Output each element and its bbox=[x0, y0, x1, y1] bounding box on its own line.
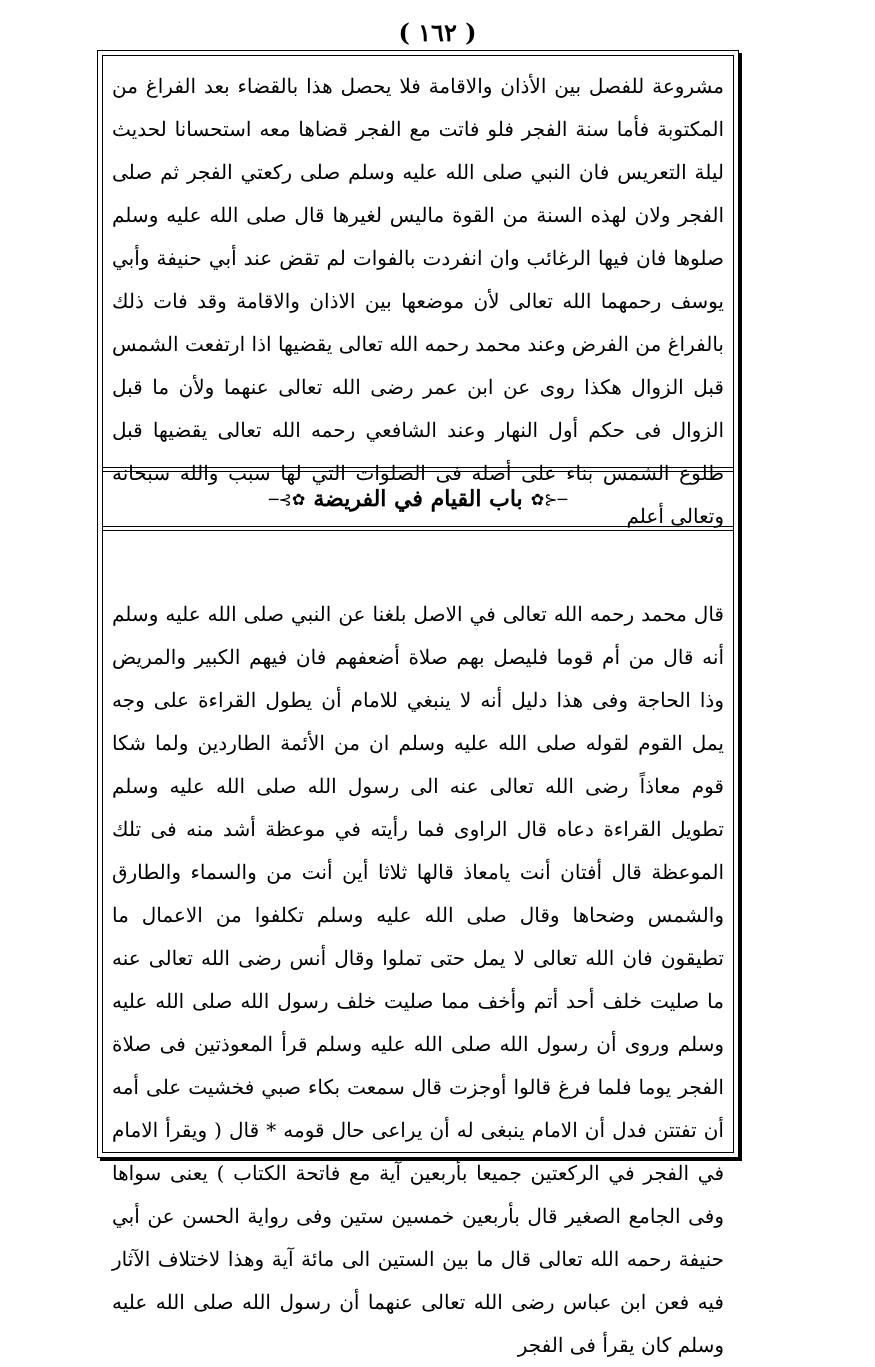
chapter-heading bbox=[103, 476, 733, 522]
divider-rule-top bbox=[103, 467, 733, 472]
page-number: ( ١٦٢ ) bbox=[398, 18, 477, 47]
divider-rule-bottom bbox=[103, 526, 733, 531]
ornament-left-icon: ✿⊱─ bbox=[268, 489, 306, 509]
paragraph-bottom: قال محمد رحمه الله تعالى في الاصل بلغنا عن النبي صلى الله عليه وسلم أنه قال من أم قوما فليصل بهم صلاة أضعفهم فان فيهم الكبير والمريض وذا الحاجة وفى هذا دليل أنه لا ينبغي للامام أن يطول القراءة على وجه يمل القوم لقوله صلى الله عليه وسلم ان من الأئمة الطاردين ولما شكا قوم معاذاً رضى الله تعالى عنه الى رسول الله صلى الله عليه وسلم تطويل القراءة دعاه قال الراوى فما رأيته في موعظة أشد منه فى تلك الموعظة قال أفتان أنت يامعاذ قالها ثلاثا أين أنت من والسماء والطارق والشمس وضحاها وقال صلى الله عليه وسلم تكلفوا من الاعمال ما تطيقون فان الله تعالى لا يمل حتى تملوا وقال أنس رضى الله تعالى عنه ما صليت خلف أحد أتم وأخف مما صليت خلف رسول الله صلى الله عليه وسلم وروى أن رسول الله صلى الله عليه وسلم قرأ المعوذتين فى صلاة الفجر يوما فلما فرغ قالوا أوجزت قال سمعت بكاء صبي فخشيت على أمه أن تفتتن فدل أن الامام ينبغى له أن يراعى حال قومه * قال ( ويقرأ الامام في الفجر في الركعتين جميعا بأربعين آية مع فاتحة الكتاب ) يعنى سواها وفى الجامع الصغير قال بأربعين خمسين ستين وفى رواية الحسن عن أبي حنيفة رحمه الله تعالى قال ما بين الستين الى مائة آية وهذا لاختلاف الآثار فيه فعن ابن عباس رضى الله تعالى عنهما أن رسول الله صلى الله عليه وسلم كان يقرأ فى الفجر bbox=[112, 602, 724, 1357]
page-frame bbox=[97, 50, 739, 1357]
paragraph-top: مشروعة للفصل بين الأذان والاقامة فلا يحصل هذا بالقضاء بعد الفراغ من المكتوبة فأما سنة الفجر فلو فاتت مع الفجر قضاها معه استحسانا لحديث ليلة التعريس فان النبي صلى الله عليه وسلم صلى ركعتي الفجر ثم صلى الفجر ولان لهذه السنة من القوة ماليس لغيرها قال صلى الله عليه وسلم صلوها فان فيها الرغائب وان انفردت بالفوات لم تقض عند أبي حنيفة وأبي يوسف رحمهما الله تعالى لأن موضعها بين الاذان والاقامة وقد فات ذلك بالفراغ من الفرض وعند محمد رحمه الله تعالى يقضيها اذا ارتفعت الشمس قبل الزوال هكذا روى عن ابن عمر رضى الله تعالى عنهما ولأن ما قبل الزوال فى حكم أول النهار وعند الشافعي رحمه الله تعالى يقضيها قبل طلوع الشمس بناء على أصله فى الصلوات التي لها سبب والله سبحانه وتعالى أعلم bbox=[112, 74, 725, 528]
text-block-bottom bbox=[112, 593, 724, 1367]
ornament-right-icon: ─⊰✿ bbox=[530, 489, 568, 509]
chapter-title: باب القيام في الفريضة bbox=[313, 486, 523, 512]
